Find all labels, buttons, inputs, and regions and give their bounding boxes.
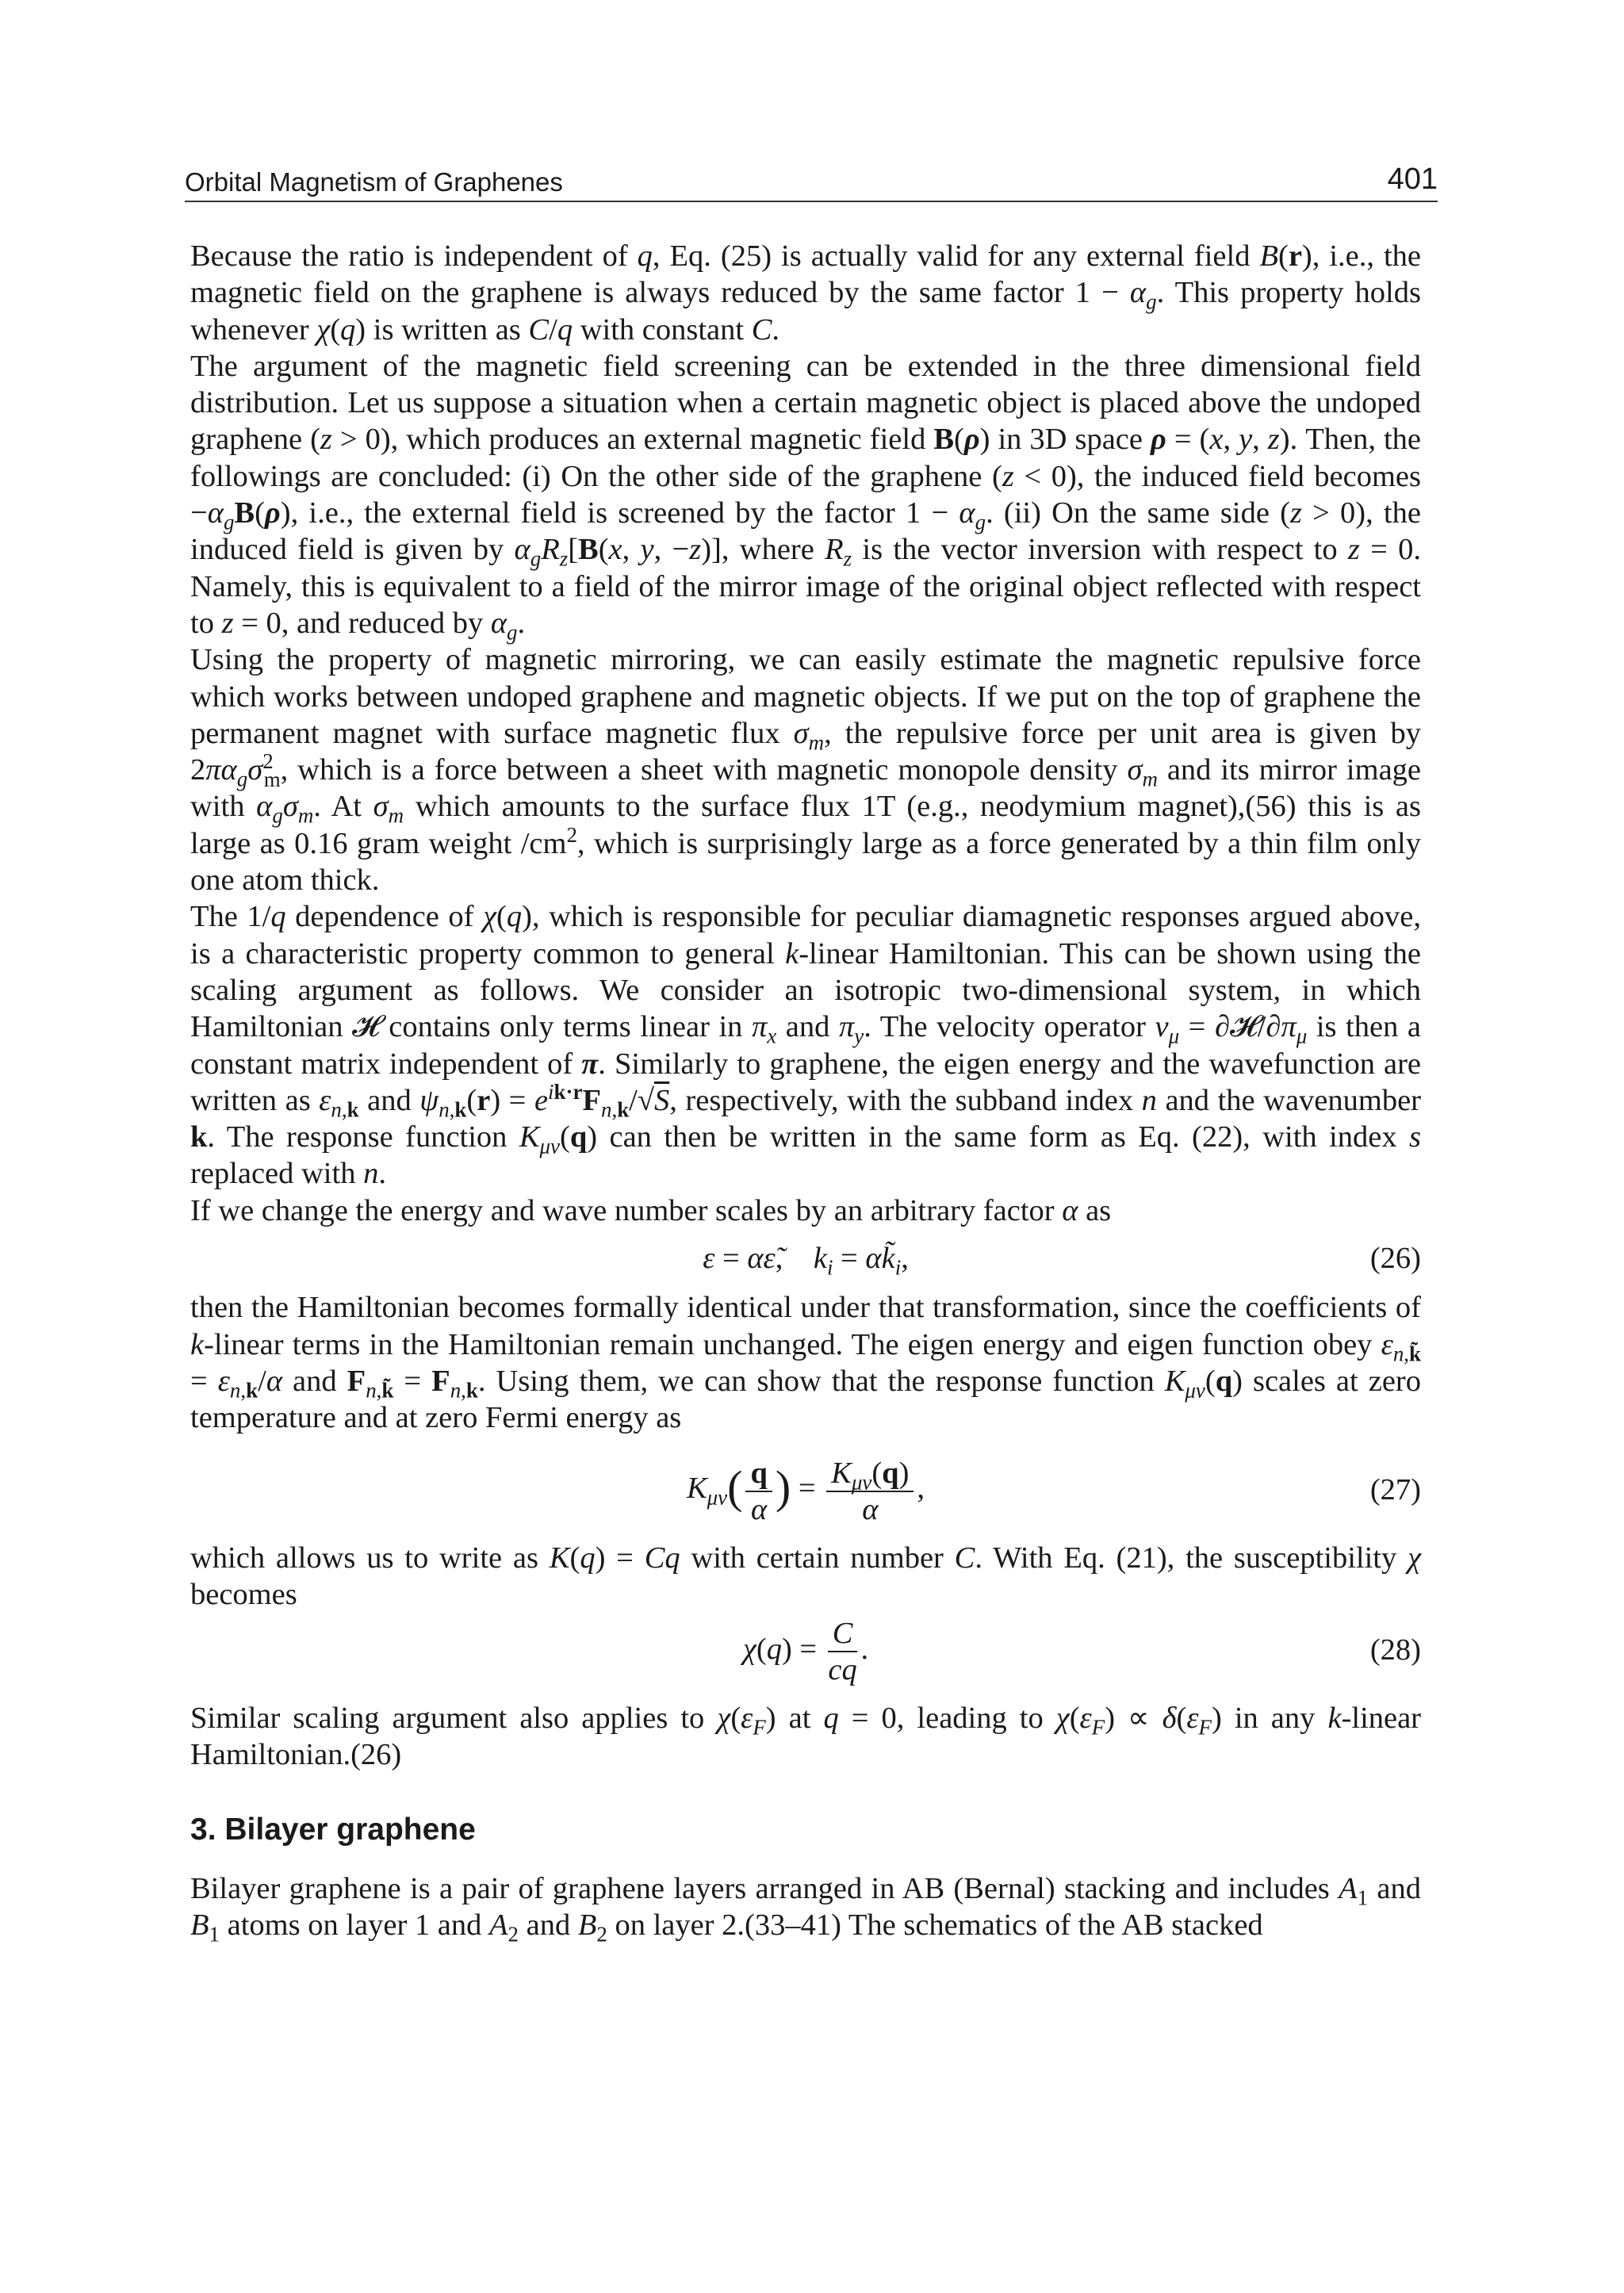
equation-number: (28) bbox=[1369, 1633, 1421, 1667]
equation-26: ε = αε̃, $k_i$ = $\alpha k̃_i$, (26) bbox=[703, 1242, 1421, 1280]
paragraph: Because the ratio is independent of q, Eq. (25) is actually valid for any external field B(r), i.e., the magnetic field on the graphene is always reduced by the same factor $1 - \alpha_g$. This property holds whenever χ(q) is written as C/q with constant C. bbox=[190, 239, 1422, 346]
section-heading: 3. Bilayer graphene bbox=[190, 1812, 476, 1847]
paragraph: Similar scaling argument also applies to $\chi(\varepsilon_F)$ at q = 0, leading to $\chi(\varepsilon_F) \propto \delta(\varepsilon_F)$ in any k-linear Hamiltonian.(26) bbox=[190, 1702, 1422, 1772]
equation-27: $K_{\mu\nu}$( $\frac{q}{\alpha}$ ) = $\frac{K_{\mu\nu}(q)}{\alpha}$ , (27) bbox=[686, 1456, 1421, 1526]
equation-number: (26) bbox=[1369, 1242, 1421, 1276]
paragraph: The 1/q dependence of χ(q), which is responsible for peculiar diamagnetic responses argued above, is a characteristic property common to general k-linear Hamiltonian. This can be shown using the scaling argument as follows. We consider an isotropic two-dimensional system, in which Hamiltonian 𝓗 contains only terms linear in $\pi_x$ and $\pi_y$. The velocity operator $v_\mu$ = $\partial 𝓗/\partial\pi_\mu$ is then a constant matrix independent of π. Similarly to graphene, the eigen energy and the wavefunction are written as $\varepsilon_{n,k}$ and $\psi_{n,k}(r) = e^{ik\cdot r}F_{n,k}/√S$, respectively, with the subband index n and the wavenumber k. The response function $K_{\mu\nu}(q)$ can then be written in the same form as Eq. (22), with index s replaced with n. bbox=[190, 900, 1422, 1191]
paragraph: then the Hamiltonian becomes formally identical under that transformation, since the coefficients of k-linear terms in the Hamiltonian remain unchanged. The eigen energy and eigen function obey $\varepsilon_{n,k̃} = \varepsilon_{n,k}/\alpha$ and $F_{n,k̃} = F_{n,k}$. Using them, we can show that the response function $K_{\mu\nu}(q)$ scales at zero temperature and at zero Fermi energy as bbox=[190, 1291, 1421, 1435]
paragraph: which allows us to write as K(q) = Cq with certain number C. With Eq. (21), the susceptibility χ becomes bbox=[190, 1541, 1422, 1611]
paragraph: Using the property of magnetic mirroring, we can easily estimate the magnetic repulsive force which works between undoped graphene and magnetic objects. If we put on the top of graphene the permanent magnet with surface magnetic flux $\sigma_m$, the repulsive force per unit area is given by $2\pi\alpha_g\sigma^2_m$, which is a force between a sheet with magnetic monopole density $\sigma_m$ and its mirror image with $\alpha_g\sigma_m$. At $\sigma_m$ which amounts to the surface flux 1T (e.g., neodymium magnet),(56) this is as large as 0.16 gram weight $/cm^2$, which is surprisingly large as a force generated by a thin film only one atom thick. bbox=[190, 643, 1421, 898]
paragraph: If we change the energy and wave number scales by an arbitrary factor α as bbox=[190, 1193, 1112, 1227]
paragraph: Bilayer graphene is a pair of graphene layers arranged in AB (Bernal) stacking and includes $A_1$ and $B_1$ atoms on layer 1 and $A_2$ and $B_2$ on layer 2.(33–41) The schematics of the AB stacked bbox=[190, 1871, 1422, 1947]
equation-number: (27) bbox=[1369, 1472, 1421, 1506]
body-text bbox=[190, 238, 1422, 1947]
equation-28: χ(q) = $\frac{C}{cq}$ . (28) bbox=[742, 1617, 1421, 1687]
paragraph: The argument of the magnetic field screening can be extended in the three dimensional field distribution. Let us suppose a situation when a certain magnetic object is placed above the undoped graphene (z > 0), which produces an external magnetic field B(ρ) in 3D space ρ = (x, y, z). Then, the followings are concluded: (i) On the other side of the graphene (z < 0), the induced field becomes $-\alpha_gB(\rho)$, i.e., the external field is screened by the factor $1 - \alpha_g$. (ii) On the same side (z > 0), the induced field is given by $\alpha_gR_z[B(x$, y, −z)], where $R_z$ is the vector inversion with respect to z = 0. Namely, this is equivalent to a field of the mirror image of the original object reflected with respect to z = 0, and reduced by $\alpha_g$. bbox=[190, 349, 1422, 645]
page-number: 401 bbox=[1387, 163, 1438, 196]
running-title: Orbital Magnetism of Graphenes bbox=[185, 167, 563, 197]
page-header bbox=[185, 163, 1438, 202]
